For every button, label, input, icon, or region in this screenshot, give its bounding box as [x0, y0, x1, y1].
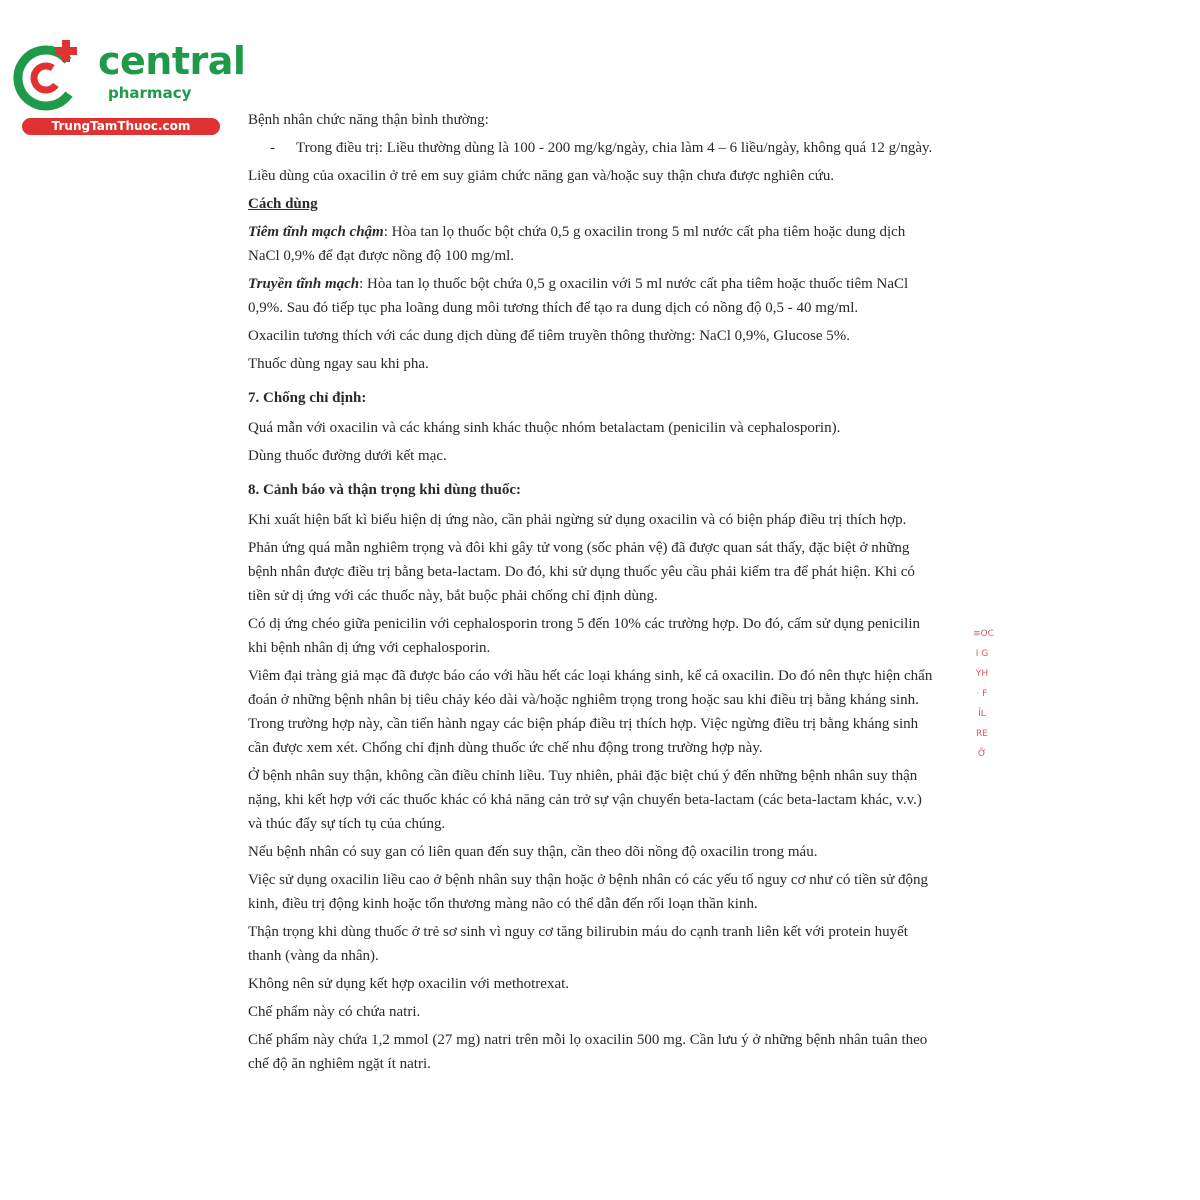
child-note: Liều dùng của oxacilin ở trẻ em suy giảm chức năng gan và/hoặc suy thận chưa được nghiên cứu. — [248, 168, 835, 184]
warning-paragraph: Thận trọng khi dùng thuốc ở trẻ sơ sinh vì nguy cơ tăng bilirubin máu do cạnh tranh liên kết với protein huyết thanh (vàng da nhân). — [248, 924, 908, 964]
usage-heading: Cách dùng — [248, 196, 318, 212]
contra-item: Quá mẫn với oxacilin và các kháng sinh khác thuộc nhóm betalactam (penicilin và cephalosporin). — [248, 420, 841, 436]
dosing-bullet — [248, 136, 938, 160]
stamp-mark: RE — [976, 729, 988, 739]
warning-paragraph: Chế phẩm này có chứa natri. — [248, 1004, 421, 1020]
warning-paragraph: Phản ứng quá mẫn nghiêm trọng và đôi khi gây tử vong (sốc phản vệ) đã được quan sát thấy, đặc biệt ở những bệnh nhân được điều trị bằng beta-lactam. Do đó, khi sử dụng thuốc yêu cầu phải kiểm tra để phát hiện. Khi có tiền sử dị ứng với các thuốc này, bắt buộc phải chống chỉ định dùng. — [248, 540, 915, 604]
infusion-text: : Hòa tan lọ thuốc bột chứa 0,5 g oxacilin với 5 ml nước cất pha tiêm hoặc thuốc tiêm NaCl 0,9%. Sau đó tiếp tục pha loãng dung môi tương thích để tạo ra dung dịch có nồng độ 0,5 - 40 mg/ml. — [248, 276, 909, 316]
warning-paragraph: Chế phẩm này chứa 1,2 mmol (27 mg) natri trên mỗi lọ oxacilin 500 mg. Cần lưu ý ở những bệnh nhân tuân theo chế độ ăn nghiêm ngặt ít natri. — [248, 1032, 928, 1072]
warning-paragraph: Việc sử dụng oxacilin liều cao ở bệnh nhân suy thận hoặc ở bệnh nhân có các yếu tố nguy cơ như có tiền sử động kinh, điều trị động kinh hoặc tổn thương màng não có thể dẫn đến rối loạn thần kinh. — [248, 872, 929, 912]
contra-item: Dùng thuốc đường dưới kết mạc. — [248, 448, 447, 464]
warning-paragraph: Có dị ứng chéo giữa penicilin với cephalosporin trong 5 đến 10% các trường hợp. Do đó, cấm sử dụng penicilin khi bệnh nhân dị ứng với cephalosporin. — [248, 616, 921, 656]
iv-slow-paragraph — [248, 220, 938, 268]
stamp-mark: Ỡ — [977, 749, 987, 759]
stamp-mark: ỈL — [978, 709, 986, 719]
contra-heading: 7. Chống chỉ định: — [248, 390, 367, 406]
warn-heading: 8. Cảnh báo và thận trọng khi dùng thuốc: — [248, 482, 521, 498]
brand-name: central — [98, 39, 246, 83]
stamp-mark: I G — [975, 649, 989, 659]
iv-slow-label: Tiêm tĩnh mạch chậm — [248, 224, 384, 240]
stamp-mark: ≡OC — [973, 629, 994, 639]
dosing-bullet-text: Trong điều trị: Liều thường dùng là 100 - 200 mg/kg/ngày, chia làm 4 – 6 liều/ngày, không quá 12 g/ngày. — [296, 140, 933, 156]
pharmacy-cross-logo-icon — [10, 36, 90, 116]
brand-website[interactable]: TrungTamThuoc.com — [22, 118, 220, 135]
stamp-mark: ÝH — [975, 669, 989, 679]
brand-subtitle: pharmacy — [108, 84, 192, 102]
warning-paragraph: Nếu bệnh nhân có suy gan có liên quan đến suy thận, cần theo dõi nồng độ oxacilin trong máu. — [248, 844, 818, 860]
document-body — [248, 108, 938, 1080]
brand-logo — [10, 36, 246, 136]
infusion-label: Truyền tĩnh mạch — [248, 276, 360, 292]
stamp-mark: · F — [976, 689, 988, 699]
iv-slow-text: : Hòa tan lọ thuốc bột chứa 0,5 g oxacilin trong 5 ml nước cất pha tiêm hoặc dung dịch NaCl 0,9% để đạt được nồng độ 100 mg/ml. — [248, 224, 906, 264]
warning-paragraph: Ở bệnh nhân suy thận, không cần điều chỉnh liều. Tuy nhiên, phải đặc biệt chú ý đến những bệnh nhân suy thận nặng, khi kết hợp với các thuốc khác có khả năng cản trở sự vận chuyển beta-lactam (các beta-lactam khác, v.v.) và thúc đẩy sự tích tụ của chúng. — [248, 768, 922, 832]
warning-paragraph: Viêm đại tràng giả mạc đã được báo cáo với hầu hết các loại kháng sinh, kể cả oxacilin. Do đó nên thực hiện chẩn đoán ở những bệnh nhân bị tiêu chảy kéo dài và/hoặc nghiêm trọng trong hoặc sau khi điều trị bằng kháng sinh. Trong trường hợp này, cần tiến hành ngay các biện pháp điều trị thích hợp. Việc ngừng điều trị bằng kháng sinh cần được xem xét. Chống chỉ định dùng thuốc ức chế nhu động trong trường hợp này. — [248, 668, 933, 756]
infusion-paragraph — [248, 272, 938, 320]
compat-text: Oxacilin tương thích với các dung dịch dùng để tiêm truyền thông thường: NaCl 0,9%, Glucose 5%. — [248, 328, 851, 344]
use-now-text: Thuốc dùng ngay sau khi pha. — [248, 356, 429, 372]
bullet-dash: - — [270, 140, 275, 156]
intro-text: Bệnh nhân chức năng thận bình thường: — [248, 112, 489, 128]
warning-paragraph: Khi xuất hiện bất kì biểu hiện dị ứng nào, cần phải ngừng sử dụng oxacilin và có biện pháp điều trị thích hợp. — [248, 512, 907, 528]
warning-paragraph: Không nên sử dụng kết hợp oxacilin với methotrexat. — [248, 976, 570, 992]
side-stamp — [973, 628, 994, 778]
